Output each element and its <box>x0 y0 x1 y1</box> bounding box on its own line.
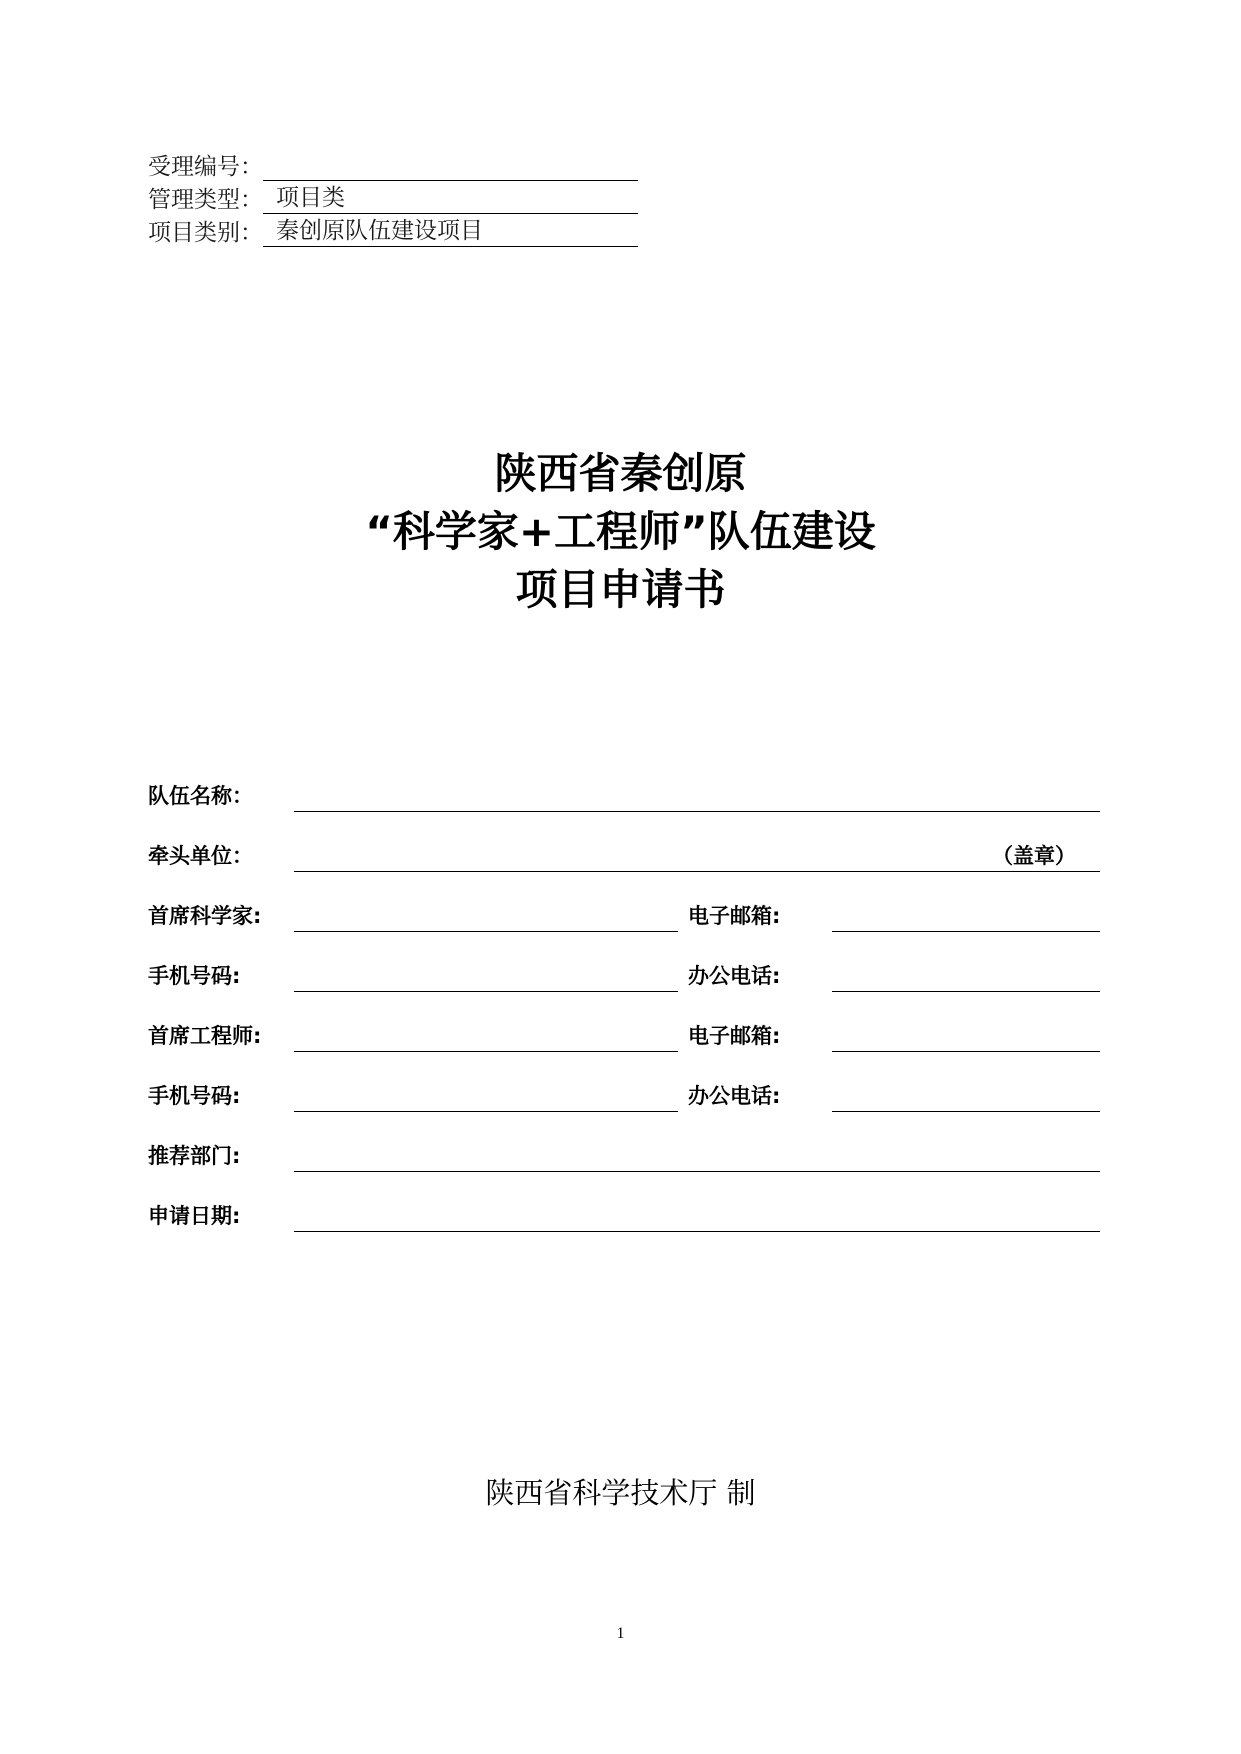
project-category-label: 项目类别： <box>148 220 263 246</box>
engineer-email-field[interactable] <box>832 1014 1100 1052</box>
lead-unit-label: 牵头单位： <box>148 844 253 868</box>
chief-scientist-label: 首席科学家: <box>148 904 262 928</box>
chief-engineer-field[interactable] <box>294 1014 678 1052</box>
issuer-line: 陕西省科学技术厅 制 <box>485 1476 756 1510</box>
team-name-field[interactable] <box>294 774 1100 812</box>
application-date-row <box>148 1194 1100 1254</box>
header-block <box>148 148 638 247</box>
scientist-office-phone-field[interactable] <box>832 954 1100 992</box>
project-category-field[interactable]: 秦创原队伍建设项目 <box>263 217 638 247</box>
recommending-dept-row <box>148 1134 1100 1194</box>
scientist-mobile-label: 手机号码: <box>148 964 241 988</box>
acceptance-number-row <box>148 148 638 181</box>
lead-unit-row <box>148 834 1100 894</box>
scientist-office-phone-label: 办公电话: <box>688 964 781 988</box>
engineer-office-phone-field[interactable] <box>832 1074 1100 1112</box>
title-line-1: 陕西省秦创原 <box>494 449 747 498</box>
team-name-label: 队伍名称： <box>148 784 253 808</box>
engineer-mobile-field[interactable] <box>294 1074 678 1112</box>
scientist-email-field[interactable] <box>832 894 1100 932</box>
document-title <box>0 445 1241 619</box>
lead-unit-field[interactable] <box>294 834 1100 872</box>
title-line-2: “科学家+工程师”队伍建设 <box>365 507 876 556</box>
acceptance-number-field[interactable] <box>263 151 638 181</box>
engineer-contact-row <box>148 1074 1100 1134</box>
scientist-email-label: 电子邮箱: <box>688 904 781 928</box>
recommending-dept-label: 推荐部门: <box>148 1144 241 1168</box>
scientist-contact-row <box>148 954 1100 1014</box>
page-number: 1 <box>616 1625 625 1642</box>
acceptance-number-label: 受理编号： <box>148 154 263 180</box>
recommending-dept-field[interactable] <box>294 1134 1100 1172</box>
management-type-label: 管理类型： <box>148 187 263 213</box>
engineer-email-label: 电子邮箱: <box>688 1024 781 1048</box>
chief-scientist-field[interactable] <box>294 894 678 932</box>
engineer-mobile-label: 手机号码: <box>148 1084 241 1108</box>
engineer-office-phone-label: 办公电话: <box>688 1084 781 1108</box>
project-category-row <box>148 214 638 247</box>
application-form <box>148 774 1100 1254</box>
chief-engineer-row <box>148 1014 1100 1074</box>
chief-engineer-label: 首席工程师: <box>148 1024 262 1048</box>
seal-note: （盖章） <box>992 844 1076 868</box>
management-type-row <box>148 181 638 214</box>
title-line-3: 项目申请书 <box>515 565 726 614</box>
team-name-row <box>148 774 1100 834</box>
scientist-mobile-field[interactable] <box>294 954 678 992</box>
application-date-field[interactable] <box>294 1194 1100 1232</box>
application-date-label: 申请日期: <box>148 1204 241 1228</box>
management-type-field[interactable]: 项目类 <box>263 184 638 214</box>
chief-scientist-row <box>148 894 1100 954</box>
